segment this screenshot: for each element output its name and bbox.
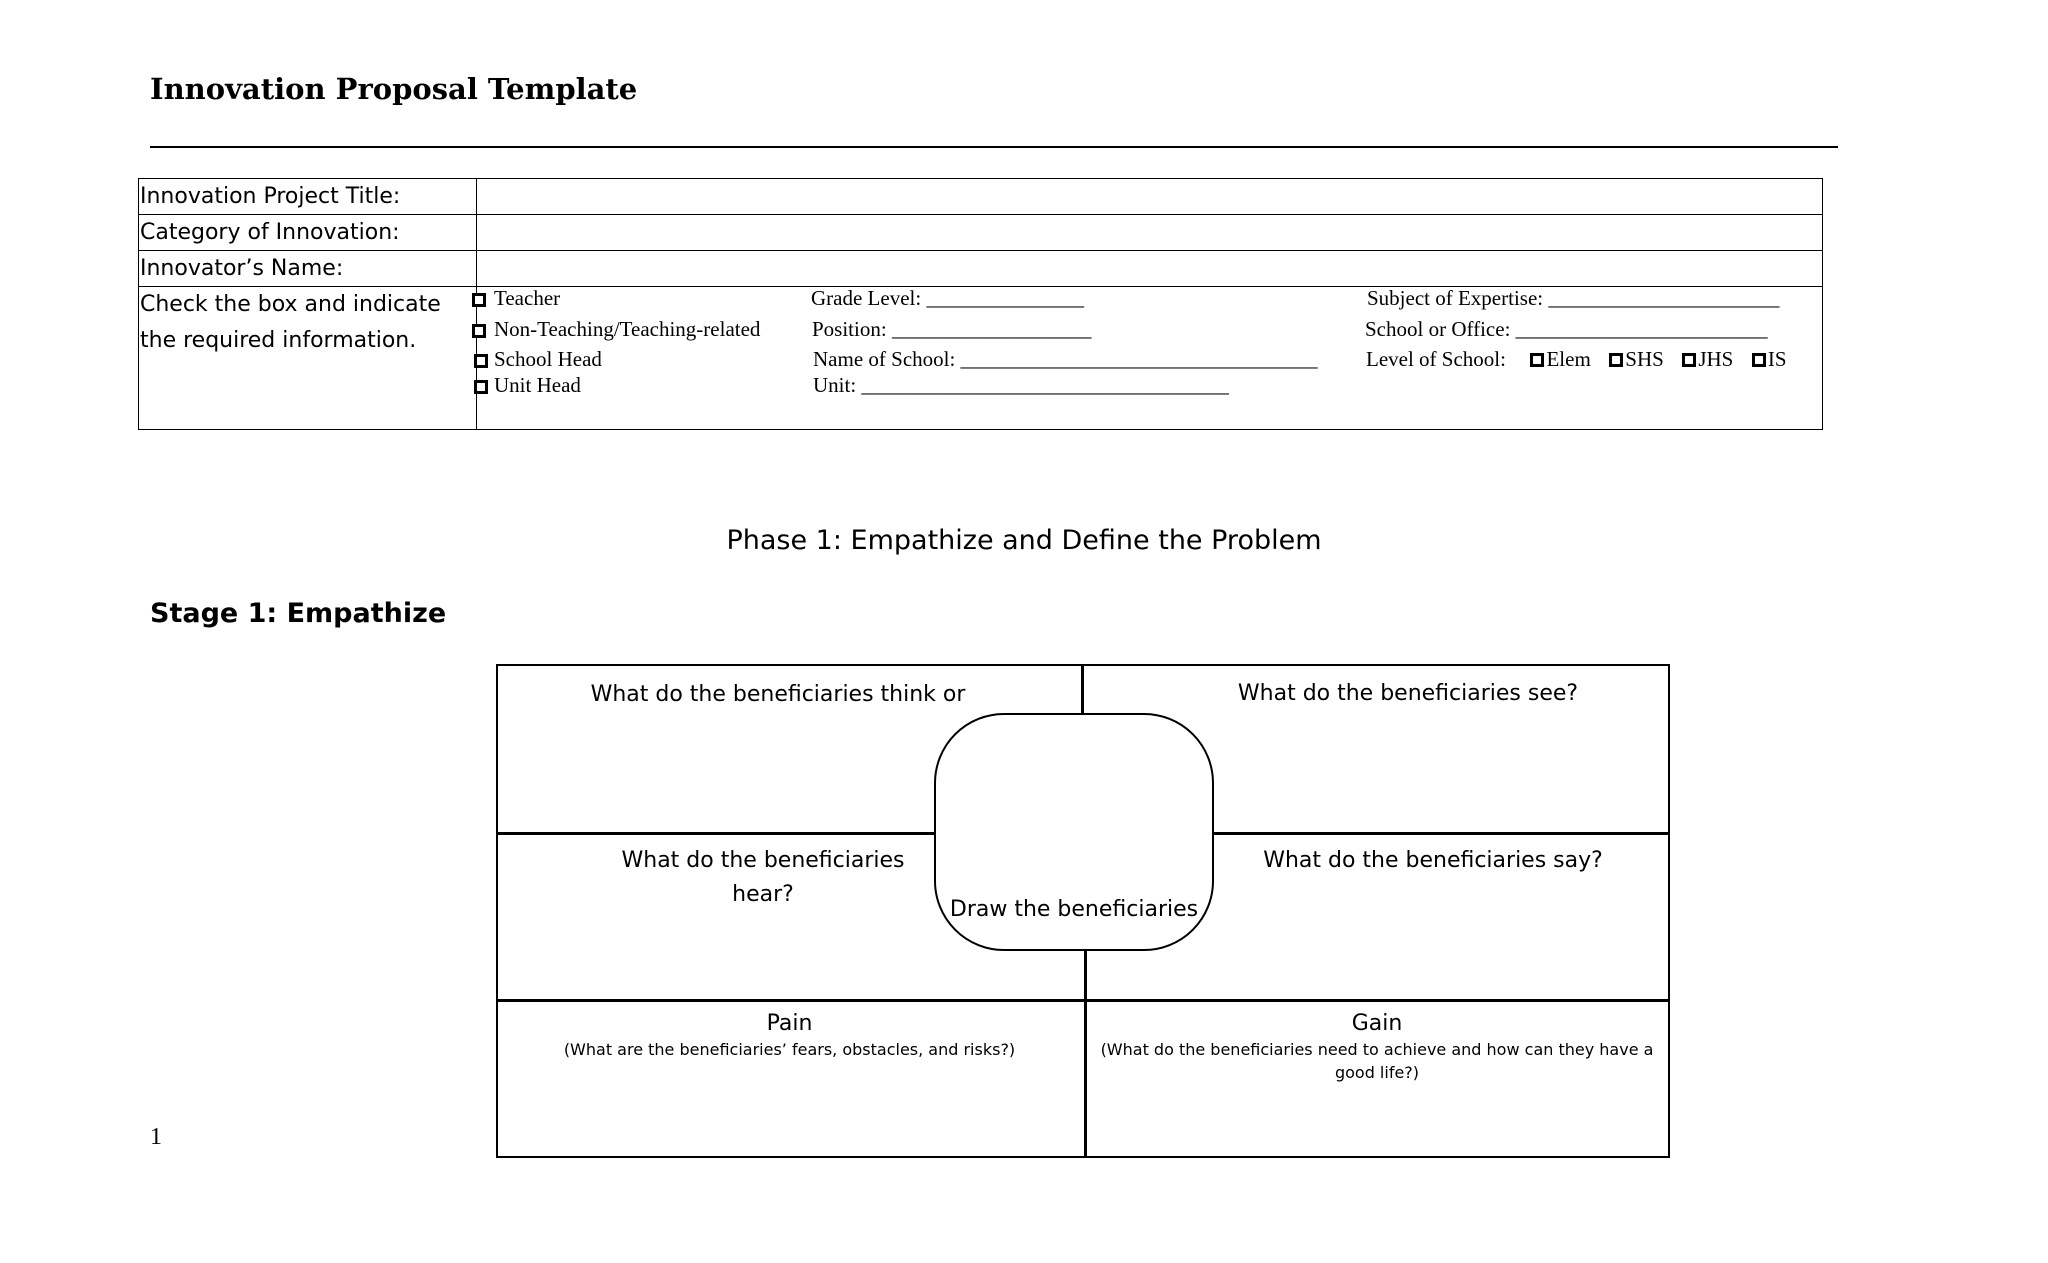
teacher-checkbox[interactable] — [472, 293, 486, 307]
category-field[interactable] — [477, 215, 1822, 250]
jhs-label: JHS — [1698, 347, 1734, 371]
phase-heading: Phase 1: Empathize and Define the Problem — [726, 525, 1322, 556]
category-label: Category of Innovation: — [139, 215, 477, 250]
beneficiary-drawing-area[interactable] — [934, 713, 1214, 951]
school-head-label: School Head — [494, 347, 602, 371]
row-category — [139, 215, 1822, 251]
innovation-info-table — [138, 178, 1823, 430]
is-label: IS — [1767, 347, 1787, 371]
level-of-school-label: Level of School: — [1366, 347, 1506, 371]
school-head-checkbox[interactable] — [474, 354, 488, 368]
pain-title: Pain — [766, 1011, 813, 1036]
is-checkbox[interactable] — [1752, 353, 1766, 367]
see-prompt: What do the beneficiaries see? — [1237, 681, 1579, 706]
pain-description: (What are the beneficiaries’ fears, obstacles, and risks?) — [563, 1040, 1016, 1059]
stage-heading: Stage 1: Empathize — [150, 598, 447, 629]
row-role-details — [139, 287, 1822, 429]
gain-description: (What do the beneficiaries need to achieve and how can they have a good life?) — [1100, 1040, 1654, 1082]
shs-label: SHS — [1625, 347, 1664, 371]
say-prompt: What do the beneficiaries say? — [1263, 848, 1603, 873]
subject-expertise-field[interactable]: Subject of Expertise: ______________________ — [1367, 286, 1780, 310]
non-teaching-checkbox[interactable] — [472, 324, 486, 338]
unit-field[interactable]: Unit: ___________________________________ — [813, 373, 1229, 397]
row-innovator-name — [139, 251, 1822, 287]
teacher-label: Teacher — [494, 286, 561, 310]
elem-label: Elem — [1546, 347, 1591, 371]
jhs-checkbox[interactable] — [1682, 353, 1696, 367]
innovator-name-label: Innovator’s Name: — [139, 251, 477, 286]
grade-level-field[interactable]: Grade Level: _______________ — [811, 286, 1084, 310]
unit-head-checkbox[interactable] — [474, 380, 488, 394]
map-divider-top-vertical — [1081, 666, 1084, 714]
level-of-school-row — [1366, 347, 1787, 372]
unit-head-label: Unit Head — [494, 373, 581, 397]
position-field[interactable]: Position: ___________________ — [812, 317, 1092, 341]
name-of-school-field[interactable]: Name of School: __________________________________ — [813, 347, 1318, 371]
check-instructions-label: Check the box and indicate the required information. — [139, 287, 477, 429]
draw-beneficiaries-label: Draw the beneficiaries — [949, 897, 1199, 922]
school-or-office-field[interactable]: School or Office: ________________________ — [1365, 317, 1768, 341]
page-number: 1 — [150, 1124, 162, 1150]
think-prompt: What do the beneficiaries think or — [590, 682, 966, 707]
title-divider — [150, 146, 1838, 148]
elem-checkbox[interactable] — [1530, 353, 1544, 367]
project-title-label: Innovation Project Title: — [139, 179, 477, 214]
empathy-map — [496, 664, 1670, 1158]
shs-checkbox[interactable] — [1609, 353, 1623, 367]
non-teaching-label: Non-Teaching/Teaching-related — [494, 317, 761, 341]
row-project-title — [139, 179, 1822, 215]
innovator-name-field[interactable] — [477, 251, 1822, 286]
document-title: Innovation Proposal Template — [150, 72, 638, 106]
gain-title: Gain — [1351, 1011, 1403, 1036]
project-title-field[interactable] — [477, 179, 1822, 214]
hear-prompt: What do the beneficiaries hear? — [621, 848, 905, 907]
role-details-area — [477, 287, 1822, 429]
map-divider-lower — [498, 999, 1668, 1002]
